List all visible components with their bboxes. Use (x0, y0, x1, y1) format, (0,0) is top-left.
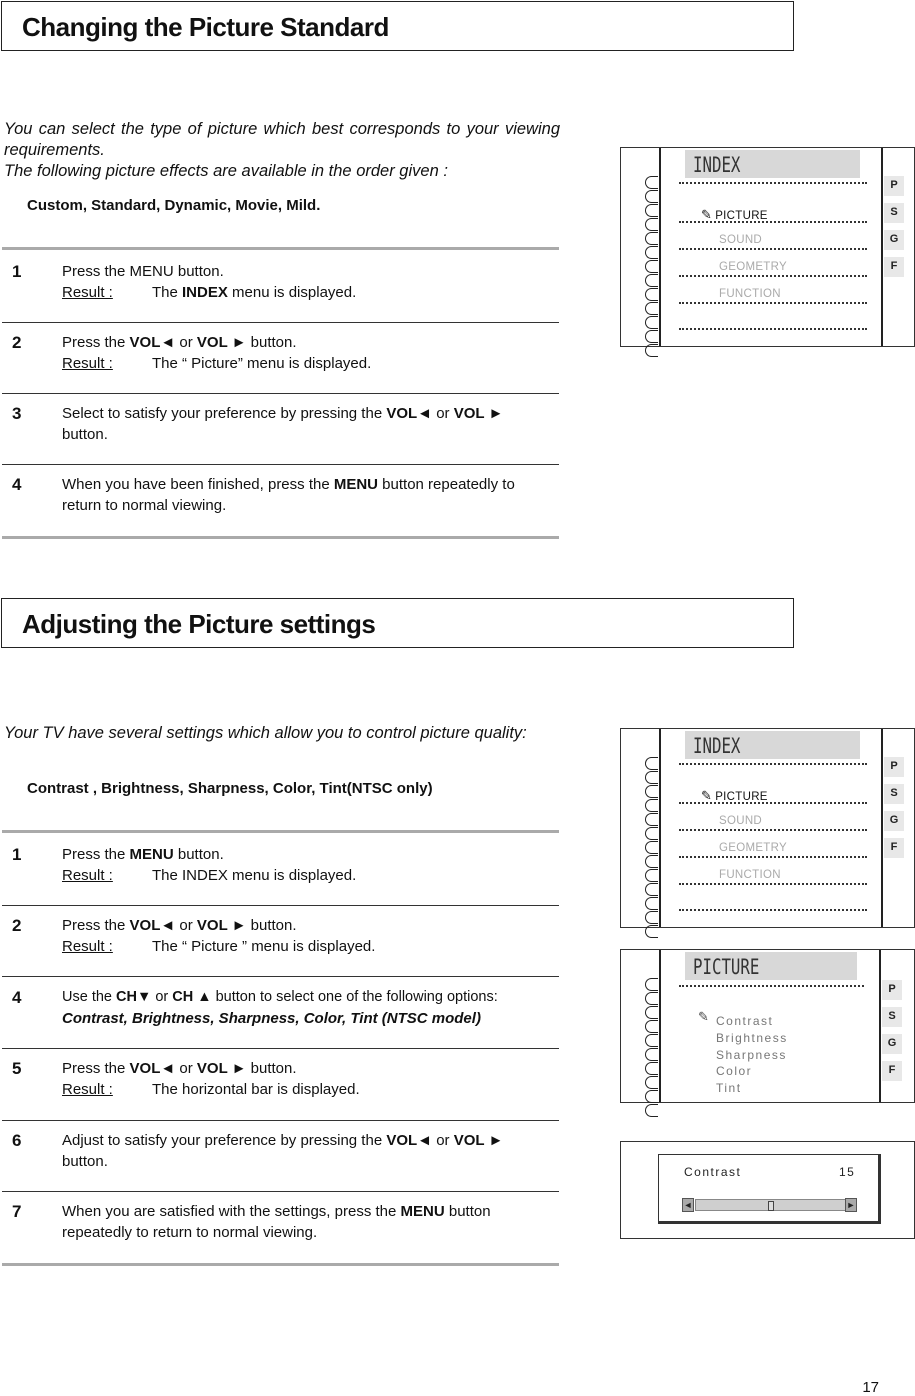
button-ref: MENU (400, 1203, 445, 1220)
menu-item-label: PICTURE (715, 210, 768, 222)
menu-item-function[interactable] (719, 288, 781, 300)
menu-title: INDEX (693, 153, 741, 177)
options-list: Custom, Standard, Dynamic, Movie, Mild. (27, 197, 321, 214)
menu-item-function[interactable] (719, 869, 781, 881)
step-text: Press the (62, 917, 130, 934)
divider (2, 1263, 559, 1266)
step-text: Press the (62, 846, 130, 863)
menu-divider (879, 950, 881, 1102)
result-text: The “ Picture ” menu is displayed. (152, 938, 376, 955)
slider-thumb[interactable] (768, 1201, 774, 1211)
step-number: 4 (12, 988, 22, 1007)
menu-item-label: GEOMETRY (719, 261, 788, 273)
menu-item-label: FUNCTION (719, 288, 781, 300)
setting-value: 15 (839, 1165, 856, 1179)
dotted-line (679, 829, 867, 831)
step-text: button. (62, 426, 108, 443)
menu-title: INDEX (693, 734, 741, 758)
step-number: 7 (12, 1202, 22, 1221)
result-label: Result : (62, 284, 113, 301)
step-number: 1 (12, 845, 22, 864)
step-text: or (175, 334, 197, 351)
dotted-line (679, 763, 867, 765)
tab-picture[interactable]: P (884, 176, 904, 201)
result-text: INDEX (182, 284, 228, 301)
divider (2, 322, 559, 323)
contrast-bar-panel (620, 1141, 915, 1239)
step-text: or (151, 989, 173, 1005)
dotted-line (679, 985, 864, 987)
result-text: The (152, 284, 183, 301)
step-number: 2 (12, 916, 22, 935)
step-text: Press the MENU button. (62, 263, 224, 280)
button-ref: VOL ► (196, 1060, 247, 1077)
tab-picture[interactable]: P (882, 980, 902, 1005)
intro-paragraph: The following picture effects are available in the order given : (4, 162, 448, 180)
step-text: button. (246, 1060, 297, 1077)
menu-divider (881, 148, 883, 346)
index-menu-panel (620, 728, 915, 928)
step-number: 2 (12, 333, 22, 352)
options-list: Contrast , Brightness, Sharpness, Color, Tint(NTSC only) (27, 780, 433, 797)
menu-divider (659, 950, 661, 1102)
dotted-line (679, 248, 867, 250)
page-number: 17 (862, 1379, 879, 1396)
picture-item-tint[interactable]: Tint (716, 1081, 742, 1095)
button-ref: VOL◄ (386, 1132, 433, 1149)
divider (2, 976, 559, 977)
menu-header (685, 731, 860, 759)
pencil-icon: ✎ (701, 207, 713, 222)
dotted-line (679, 328, 867, 330)
step-text: button to select one of the following options: (211, 989, 498, 1005)
section-intro (4, 723, 560, 744)
index-menu-panel (620, 147, 915, 347)
dotted-line (679, 182, 867, 184)
tab-function[interactable]: F (884, 838, 904, 863)
intro-paragraph: Your TV have several settings which allow you to control picture quality: (4, 724, 527, 742)
step-text: Select to satisfy your preference by pressing the (62, 405, 387, 422)
step-text: button. (173, 846, 224, 863)
divider (2, 905, 559, 906)
result-label: Result : (62, 355, 113, 372)
button-ref: VOL◄ (386, 405, 433, 422)
menu-tabs (884, 176, 904, 284)
step-text: button repeatedly to return to normal viewing. (62, 476, 515, 514)
result-label: Result : (62, 867, 113, 884)
menu-item-label: SOUND (719, 815, 763, 827)
button-ref: VOL ► (196, 334, 247, 351)
menu-item-label: FUNCTION (719, 869, 781, 881)
menu-tabs (882, 980, 902, 1088)
pencil-icon: ✎ (698, 1009, 709, 1024)
tab-function[interactable]: F (884, 257, 904, 282)
step-number: 5 (12, 1059, 22, 1078)
option-list: Contrast, Brightness, Sharpness, Color, Tint (NTSC model) (62, 1010, 481, 1027)
tab-geometry[interactable]: G (884, 811, 904, 836)
picture-item-color[interactable]: Color (716, 1064, 753, 1078)
picture-item-contrast[interactable]: Contrast (716, 1014, 774, 1028)
picture-item-brightness[interactable]: Brightness (716, 1031, 788, 1045)
step-text: or (175, 917, 197, 934)
dotted-line (679, 909, 867, 911)
picture-item-sharpness[interactable]: Sharpness (716, 1048, 787, 1062)
menu-item-geometry[interactable] (719, 261, 787, 273)
arrow-right-icon[interactable]: ► (846, 1200, 856, 1210)
step-text: When you have been finished, press the (62, 476, 334, 493)
menu-divider (881, 729, 883, 927)
button-ref: VOL ► (196, 917, 247, 934)
menu-item-label: PICTURE (715, 791, 768, 803)
divider (2, 1048, 559, 1049)
result-text: The “ Picture” menu is displayed. (152, 355, 372, 372)
tab-function[interactable]: F (882, 1061, 902, 1086)
button-ref: CH ▲ (172, 989, 212, 1005)
menu-header (685, 150, 860, 178)
section-intro (4, 119, 560, 182)
button-ref: VOL◄ (129, 334, 176, 351)
menu-item-label: GEOMETRY (719, 842, 788, 854)
step-text: button. (246, 334, 297, 351)
tab-sound[interactable]: S (884, 203, 904, 228)
menu-title: PICTURE (693, 955, 760, 979)
dotted-line (679, 275, 867, 277)
section-title: Adjusting the Picture settings (22, 609, 376, 639)
step-text: Adjust to satisfy your preference by pressing the (62, 1132, 387, 1149)
adjust-bar-window (658, 1154, 881, 1224)
tab-geometry[interactable]: G (882, 1034, 902, 1059)
menu-item-geometry[interactable] (719, 842, 787, 854)
tab-geometry[interactable]: G (884, 230, 904, 255)
step-text: or (175, 1060, 197, 1077)
dotted-line (679, 221, 867, 223)
divider (2, 393, 559, 394)
tab-sound[interactable]: S (884, 784, 904, 809)
slider-track[interactable] (695, 1199, 847, 1211)
setting-name: Contrast (684, 1165, 742, 1179)
step-text: When you are satisfied with the settings, press the (62, 1203, 401, 1220)
step-text: or (432, 1132, 454, 1149)
step-text: Press the (62, 1060, 130, 1077)
result-text: The INDEX menu is displayed. (152, 867, 357, 884)
step-number: 3 (12, 404, 22, 423)
menu-item-label: SOUND (719, 234, 763, 246)
menu-item-sound[interactable] (719, 234, 762, 246)
step-text: or (432, 405, 454, 422)
result-text: menu is displayed. (227, 284, 357, 301)
arrow-left-icon[interactable]: ◄ (683, 1200, 693, 1210)
result-label: Result : (62, 938, 113, 955)
step-text: button. (246, 917, 297, 934)
menu-divider (659, 729, 661, 927)
divider (2, 830, 559, 833)
tab-picture[interactable]: P (884, 757, 904, 782)
button-ref: VOL◄ (129, 1060, 176, 1077)
section-title: Changing the Picture Standard (22, 12, 389, 42)
step-number: 4 (12, 475, 22, 494)
button-ref: MENU (333, 476, 379, 493)
step-text: button repeatedly to return to normal viewing. (62, 1203, 491, 1241)
divider (2, 247, 559, 250)
button-ref: VOL ► (453, 405, 504, 422)
step-number: 6 (12, 1131, 22, 1150)
result-text: The horizontal bar is displayed. (152, 1081, 360, 1098)
pencil-icon: ✎ (701, 788, 713, 803)
menu-tabs (884, 757, 904, 865)
divider (2, 1191, 559, 1192)
menu-item-sound[interactable] (719, 815, 762, 827)
button-ref: VOL◄ (129, 917, 176, 934)
dotted-line (679, 856, 867, 858)
button-ref: MENU (129, 846, 174, 863)
button-ref: VOL ► (453, 1132, 504, 1149)
result-label: Result : (62, 1081, 113, 1098)
tab-sound[interactable]: S (882, 1007, 902, 1032)
dotted-line (679, 883, 867, 885)
divider (2, 464, 559, 465)
menu-header (685, 952, 857, 980)
button-ref: CH▼ (116, 989, 152, 1005)
picture-menu-panel (620, 949, 915, 1103)
dotted-line (679, 802, 867, 804)
section-title-box (1, 598, 794, 648)
menu-divider (659, 148, 661, 346)
intro-paragraph: You can select the type of picture which best corresponds to your viewing requirements. (4, 120, 560, 159)
divider (2, 536, 559, 539)
step-text: Press the (62, 334, 130, 351)
section-title-box (1, 1, 794, 51)
dotted-line (679, 302, 867, 304)
step-number: 1 (12, 262, 22, 281)
divider (2, 1120, 559, 1121)
step-text: button. (62, 1153, 108, 1170)
step-text: Use the (62, 989, 116, 1005)
